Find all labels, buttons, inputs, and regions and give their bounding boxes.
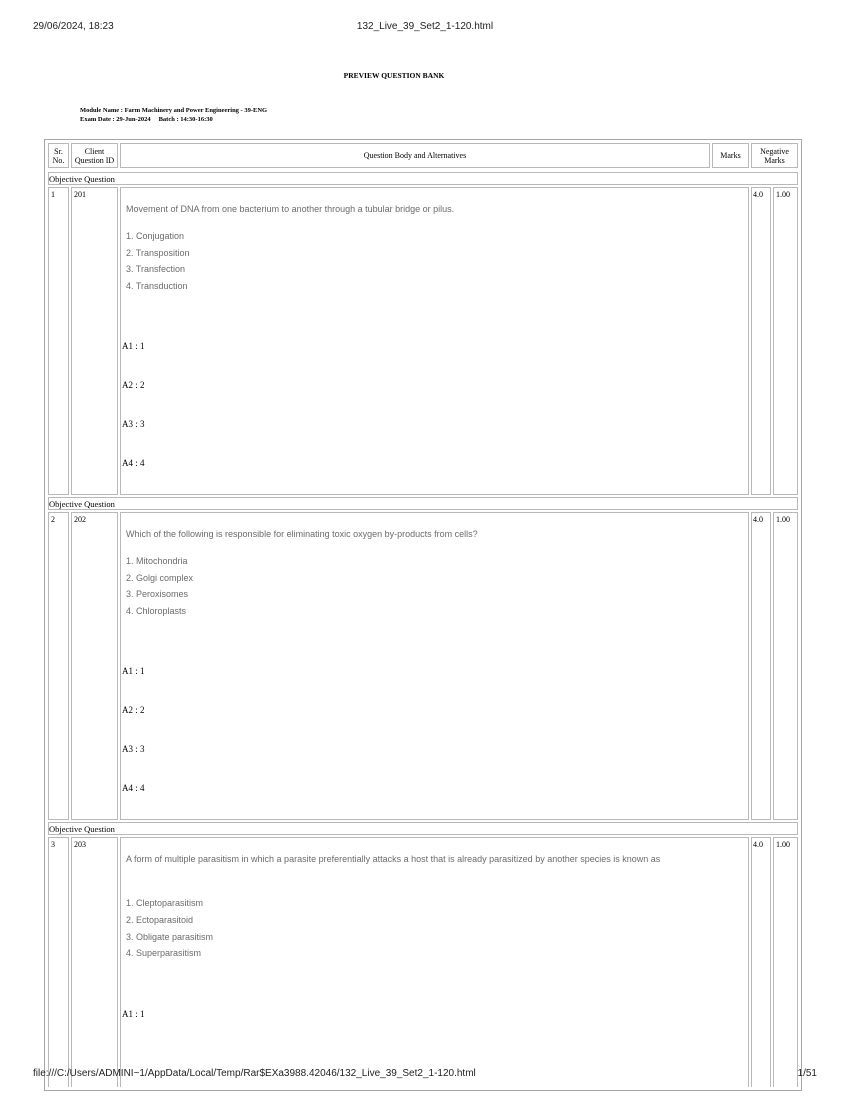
answer-alt-1: A1 : 1 [122,1009,145,1019]
print-file-path: file:///C:/Users/ADMINI~1/AppData/Local/Temp/Rar$EXa3988.42046/132_Live_39_Set2_1-120.html [33,1068,476,1079]
col-header-question-body: Question Body and Alternatives [120,143,710,168]
negative-marks-cell [773,837,798,1087]
option-3: 3. Obligate parasitism [126,932,214,942]
option-2: 2. Golgi complex [126,573,194,583]
negative-marks-value: 1.00 [776,515,790,524]
answer-alt-4: A4 : 4 [122,783,145,793]
negative-marks-cell [773,512,798,820]
answer-alt-2: A2 : 2 [122,705,145,715]
option-1: 1. Conjugation [126,231,185,241]
option-2: 2. Ectoparasitoid [126,915,194,925]
option-1: 1. Cleptoparasitism [126,898,204,908]
marks-cell [751,512,771,820]
option-4: 4. Transduction [126,281,188,291]
col-header-negative-marks: Negative Marks [751,143,798,168]
col-header-marks: Marks [712,143,749,168]
answer-alt-2: A2 : 2 [122,380,145,390]
batch: Batch : 14:30-16:30 [158,116,213,123]
marks-value: 4.0 [753,190,763,199]
exam-date-line [80,115,267,124]
question-text: Movement of DNA from one bacterium to another through a tubular bridge or pilus. [126,204,455,214]
module-info [80,106,267,124]
answer-alt-1: A1 : 1 [122,666,145,676]
section-label: Objective Question [49,824,115,834]
option-4: 4. Chloroplasts [126,606,187,616]
client-id-cell [71,512,118,820]
section-label: Objective Question [49,499,115,509]
page-title: PREVIEW QUESTION BANK [343,71,445,80]
marks-cell [751,187,771,495]
client-question-id: 201 [74,190,86,199]
client-question-id: 202 [74,515,86,524]
sr-cell [48,187,69,495]
marks-value: 4.0 [753,840,763,849]
option-4: 4. Superparasitism [126,948,202,958]
col-header-client-question-id: Client Question ID [71,143,118,168]
print-filename: 132_Live_39_Set2_1-120.html [356,21,494,32]
sr-number: 1 [51,190,55,199]
section-row [48,172,798,185]
answer-alt-1: A1 : 1 [122,341,145,351]
sr-number: 3 [51,840,55,849]
marks-cell [751,837,771,1087]
option-1: 1. Mitochondria [126,556,188,566]
sr-cell [48,837,69,1087]
marks-value: 4.0 [753,515,763,524]
section-label: Objective Question [49,174,115,184]
sr-number: 2 [51,515,55,524]
print-page-number: 1/51 [797,1068,817,1079]
answer-alt-3: A3 : 3 [122,744,145,754]
answer-alt-3: A3 : 3 [122,419,145,429]
section-row [48,822,798,835]
client-id-cell [71,837,118,1087]
col-header-sr-no: Sr. No. [48,143,69,168]
option-3: 3. Peroxisomes [126,589,189,599]
question-body-cell [120,837,749,1087]
option-3: 3. Transfection [126,264,186,274]
negative-marks-cell [773,187,798,495]
question-body-cell [120,187,749,495]
option-2: 2. Transposition [126,248,190,258]
answer-alt-4: A4 : 4 [122,458,145,468]
question-body-cell [120,512,749,820]
module-name: Module Name : Farm Machinery and Power Engineering - 39-ENG [80,107,268,114]
question-text: A form of multiple parasitism in which a parasite preferentially attacks a host that is already parasitized by another species is known as [126,854,661,864]
sr-cell [48,512,69,820]
client-id-cell [71,187,118,495]
print-datetime: 29/06/2024, 18:23 [33,21,114,32]
negative-marks-value: 1.00 [776,840,790,849]
section-row [48,497,798,510]
client-question-id: 203 [74,840,86,849]
negative-marks-value: 1.00 [776,190,790,199]
exam-date: Exam Date : 29-Jun-2024 [80,116,151,123]
question-text: Which of the following is responsible for eliminating toxic oxygen by-products from cells? [126,529,478,539]
